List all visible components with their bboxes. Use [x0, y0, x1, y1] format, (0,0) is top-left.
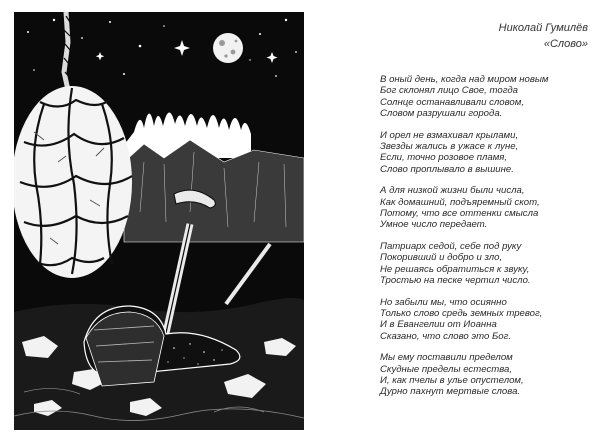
poem-line: Если, точно розовое пламя, — [380, 152, 508, 164]
poem-line: Мы ему поставили пределом — [380, 352, 513, 364]
illustration — [14, 12, 304, 430]
poem-line: И в Евангелии от Иоанна — [380, 319, 497, 331]
poem-line: Не решаясь обратиться к звуку, — [380, 263, 530, 275]
rope — [64, 12, 68, 90]
poem-line: Дурно пахнут мертвые слова. — [380, 386, 521, 398]
poem-line: Слово проплывало в вышине. — [380, 163, 514, 175]
author-name: Николай Гумилёв — [498, 22, 588, 34]
poem-line: Словом разрушали города. — [380, 108, 503, 120]
surreal-ink-illustration-icon — [14, 12, 304, 430]
poem-line: В оный день, когда над миром новым — [380, 74, 549, 85]
poem-title: «Слово» — [543, 38, 588, 50]
poem-line: И орел не взмахивал крылами, — [380, 129, 519, 141]
broken-stick — [226, 244, 270, 304]
stanza — [380, 297, 588, 343]
poem-line: Умное число передает. — [380, 219, 488, 231]
stanza — [380, 241, 588, 287]
poem-line: Сказано, что слово это Бог. — [380, 330, 511, 342]
poem-line: Бог склонял лицо Свое, тогда — [380, 85, 518, 97]
poem-line: Как домашний, подъяремный скот, — [380, 196, 540, 208]
stanza — [380, 130, 588, 176]
poem-line: Только слово средь земных тревог, — [380, 307, 543, 319]
poem-line: Тростью на песке чертил число. — [380, 275, 531, 287]
hanging-stone — [14, 86, 132, 278]
poem-line: А для низкой жизни были числа, — [380, 185, 525, 197]
poem-line: Звезды жались в ужасе к луне, — [380, 141, 519, 153]
cliffs — [124, 140, 304, 242]
poem-line: Солнце останавливали словом, — [380, 96, 524, 108]
stanza — [380, 185, 588, 231]
poem-line: Потому, что все оттенки смысла — [380, 208, 539, 220]
poem-line: Но забыли мы, что осиянно — [380, 296, 507, 308]
stanza — [380, 352, 588, 398]
poem-line: Патриарх седой, себе под руку — [380, 240, 522, 252]
poem-page — [318, 12, 588, 430]
poem-line: Покоривший и добро и зло, — [380, 252, 503, 264]
moon-icon — [213, 33, 243, 63]
poem-body — [380, 74, 588, 408]
stanza — [380, 74, 588, 120]
poem-line: И, как пчелы в улье опустелом, — [380, 374, 524, 386]
poem-line: Скудные пределы естества, — [380, 363, 513, 375]
